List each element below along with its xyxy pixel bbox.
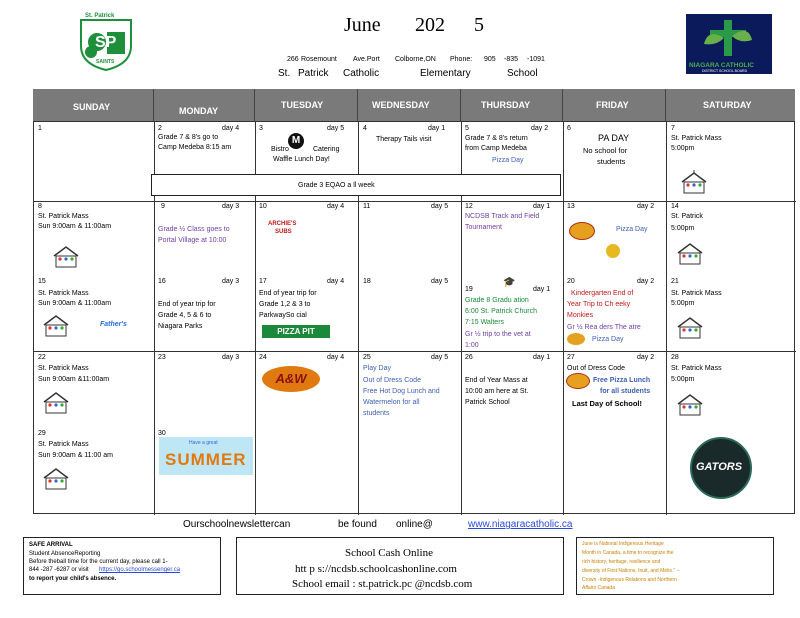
- logo-right-sub: DISTRICT SCHOOL BOARD: [702, 69, 748, 73]
- event-text: Year Trip to Ch eeky: [567, 301, 631, 308]
- event-text: St. Patrick Mass: [671, 290, 722, 297]
- date-15: 15: [38, 278, 46, 285]
- event-text: Grade 8 Gradu ation: [465, 297, 529, 304]
- newsletter-link[interactable]: www.niagaracatholic.ca: [468, 519, 573, 530]
- day-cycle: day 1: [533, 286, 551, 293]
- year-part1: 202: [415, 14, 445, 36]
- date-18: 18: [363, 278, 371, 285]
- day-header-tuesday: TUESDAY: [255, 89, 358, 121]
- event-text: Monkies: [567, 312, 594, 319]
- day-header-sunday: SUNDAY: [33, 89, 154, 121]
- school-name: St. Patrick Catholic Elementary School: [278, 68, 538, 79]
- church-family-icon: [674, 241, 706, 265]
- day-header-monday: MONDAY: [154, 89, 255, 121]
- safe-arrival-link[interactable]: https://go.schoolmessenger.ca: [99, 567, 181, 573]
- pizza-pit-logo: PIZZA PIT: [262, 325, 330, 338]
- day-cycle: day 4: [327, 354, 345, 361]
- event-text: 5:00pm: [671, 145, 695, 152]
- day-cycle: day 4: [222, 125, 240, 132]
- event-text: Pizza Day: [616, 226, 648, 233]
- event-text: Pizza Day: [592, 336, 624, 343]
- archies-subs-logo-sub: SUBS: [275, 229, 292, 235]
- grad-cap-icon: 🎓: [503, 277, 516, 288]
- event-text: Tournament: [465, 224, 502, 231]
- event-text: from Camp Medeba: [465, 145, 527, 152]
- day-cycle: day 2: [637, 203, 655, 210]
- event-text: Sun 9:00am & 11:00am: [38, 300, 112, 307]
- day-cycle: day 5: [431, 278, 449, 285]
- date-29: 29: [38, 430, 46, 437]
- day-header-friday: FRIDAY: [563, 89, 666, 121]
- day-header-saturday: SATURDAY: [666, 89, 795, 121]
- event-text: End of year trip for: [259, 290, 317, 297]
- event-text: 1:00: [465, 342, 479, 349]
- safe-arrival-box: SAFE ARRIVAL Student AbsenceReporting Before theball time for the current day, please call 1- 844 -287 -6287 or visit https://go.schoolmessenger.ca to report your child's absence.: [23, 537, 221, 595]
- event-text: Niagara Parks: [158, 323, 203, 330]
- logo-left-title: St. Patrick: [85, 13, 115, 19]
- church-family-icon: [674, 392, 706, 416]
- day-cycle: day 2: [531, 125, 549, 132]
- pizza-logo-icon: [569, 222, 595, 240]
- event-text: St. Patrick Mass: [38, 290, 89, 297]
- date-1: 1: [38, 125, 42, 132]
- event-text: End of year trip for: [158, 301, 216, 308]
- event-text: No school for: [583, 146, 628, 155]
- date-8: 8: [38, 203, 42, 210]
- indigenous-heritage-box: June is National Indigenous Heritage Month in Canada, a time to recognize the rich history, heritage, resilience and diversity of First Nations, Inuit, and Métis." – Crown -Indigenous Relations and Northern Affairs Canada: [576, 537, 774, 595]
- date-4: 4: [363, 125, 367, 132]
- event-text: Watermelon for all: [363, 399, 420, 406]
- date-20: 20: [567, 278, 575, 285]
- logo-right-title: NIAGARA CATHOLIC: [689, 62, 754, 69]
- event-text: Play Day: [363, 365, 392, 372]
- date-26: 26: [465, 354, 473, 361]
- church-family-icon: [674, 315, 706, 339]
- event-text: Grade 7 & 8's go to: [158, 134, 219, 141]
- event-text: Patrick School: [465, 399, 510, 406]
- date-11: 11: [363, 203, 371, 210]
- day-cycle: day 5: [327, 125, 345, 132]
- event-text: Sun 9:00am & 11:00 am: [38, 452, 113, 459]
- day-cycle: day 5: [431, 354, 449, 361]
- date-5: 5: [465, 125, 469, 132]
- date-23: 23: [158, 354, 166, 361]
- date-2: 2: [158, 125, 162, 132]
- date-13: 13: [567, 203, 575, 210]
- event-text: Camp Medeba 8:15 am: [158, 144, 232, 151]
- school-cash-box: School Cash Online htt p s://ncdsb.schoolcashonline.com School email : st.patrick.pc @ncdsb.com: [236, 537, 564, 595]
- event-text: Gr ½ trip to the vet at: [465, 331, 531, 338]
- pa-day-label: PA DAY: [598, 133, 630, 143]
- event-text: 5:00pm: [671, 376, 695, 383]
- pizza-logo-icon: [567, 333, 585, 345]
- event-text: Portal Village at 10:00: [158, 237, 227, 244]
- date-12: 12: [465, 203, 473, 210]
- event-text: St. Patrick Mass: [671, 365, 722, 372]
- date-24: 24: [259, 354, 267, 361]
- event-text: Grade 1,2 & 3 to: [259, 301, 311, 308]
- event-text: Gr ½ Rea ders The atre: [567, 324, 641, 331]
- catering-logo-icon: M: [288, 133, 304, 149]
- day-cycle: day 2: [637, 278, 655, 285]
- logo-left-initials: SP: [95, 34, 117, 51]
- event-text: Free Pizza Lunch: [593, 377, 651, 384]
- event-text: St. Patrick Mass: [38, 441, 89, 448]
- event-text: Sun 9:00am &11:00am: [38, 376, 110, 383]
- church-family-icon: [40, 313, 72, 337]
- day-cycle: day 4: [327, 203, 345, 210]
- event-text: Grade ½ Class goes to: [158, 226, 230, 233]
- school-board-logo: [686, 14, 772, 74]
- month-title: June: [344, 14, 381, 36]
- gators-logo: GATORS: [690, 437, 752, 499]
- event-text: Bistro: [271, 146, 289, 153]
- date-14: 14: [671, 203, 679, 210]
- event-text: St. Patrick Mass: [671, 135, 722, 142]
- event-text: Therapy Tails visit: [376, 136, 432, 143]
- event-text: Pizza Day: [492, 157, 524, 164]
- event-text: End of Year Mass at: [465, 377, 528, 384]
- date-21: 21: [671, 278, 679, 285]
- date-7: 7: [671, 125, 675, 132]
- event-text: NCDSB Track and Field: [465, 213, 540, 220]
- event-text: Waffle Lunch Day!: [273, 156, 330, 163]
- event-text: Out of Dress Code: [363, 377, 421, 384]
- event-text: St. Patrick: [671, 213, 703, 220]
- pizza-logo-icon: [566, 373, 590, 389]
- date-16: 16: [158, 278, 166, 285]
- date-9: 9: [161, 203, 165, 210]
- date-22: 22: [38, 354, 46, 361]
- date-10: 10: [259, 203, 267, 210]
- church-family-icon: [40, 466, 72, 490]
- event-text: Kindergarten End of: [571, 290, 634, 297]
- sun-icon: [606, 244, 620, 258]
- aw-logo: A&W: [262, 366, 320, 392]
- event-text: Sun 9:00am & 11:00am: [38, 223, 112, 230]
- date-30: 30: [158, 430, 166, 437]
- event-text: Out of Dress Code: [567, 365, 625, 372]
- day-cycle: day 3: [222, 203, 240, 210]
- event-text: students: [597, 157, 626, 166]
- event-text: Free Hot Dog Lunch and: [363, 388, 440, 395]
- event-text: St. Patrick Mass: [38, 213, 89, 220]
- day-cycle: day 3: [222, 278, 240, 285]
- event-text: 5:00pm: [671, 225, 695, 232]
- summer-banner: Have a great SUMMER: [159, 437, 253, 475]
- archies-subs-logo: ARCHIE'S: [268, 221, 297, 227]
- day-cycle: day 1: [533, 203, 551, 210]
- day-header-wednesday: WEDNESDAY: [358, 89, 461, 121]
- fathers-day-badge: Father's: [100, 321, 127, 328]
- date-17: 17: [259, 278, 267, 285]
- event-text: 7:15 Walters: [465, 319, 505, 326]
- day-cycle: day 1: [428, 125, 446, 132]
- date-27: 27: [567, 354, 575, 361]
- event-text: for all students: [600, 388, 651, 395]
- event-text: Grade 7 & 8's return: [465, 135, 528, 142]
- school-logo-left: [77, 12, 135, 72]
- day-cycle: day 4: [327, 278, 345, 285]
- event-text: Catering: [313, 146, 340, 153]
- logo-left-sub: SAINTS: [96, 59, 115, 65]
- cross-leaf-icon: [686, 14, 772, 64]
- event-text: Grade 4, 5 & 6 to: [158, 312, 212, 319]
- year-part2: 5: [474, 14, 484, 36]
- date-25: 25: [363, 354, 371, 361]
- event-text: students: [363, 410, 390, 417]
- event-text: 10:00 am here at St.: [465, 388, 529, 395]
- church-family-icon: [678, 170, 710, 194]
- church-family-icon: [40, 390, 72, 414]
- day-cycle: day 3: [222, 354, 240, 361]
- event-text: 5:00pm: [671, 300, 695, 307]
- day-cycle: day 5: [431, 203, 449, 210]
- event-text: St. Patrick Mass: [38, 365, 89, 372]
- event-text: ParkwaySo cial: [259, 312, 307, 319]
- date-3: 3: [259, 125, 263, 132]
- last-day-label: Last Day of School!: [572, 399, 643, 408]
- event-text: 6:00 St. Patrick Church: [465, 308, 537, 315]
- date-28: 28: [671, 354, 679, 361]
- date-19: 19: [465, 286, 473, 293]
- date-6: 6: [567, 125, 571, 132]
- day-cycle: day 1: [533, 354, 551, 361]
- eqao-banner: Grade 3 EQAO a ll week: [151, 174, 561, 196]
- day-header-thursday: THURSDAY: [461, 89, 563, 121]
- church-family-icon: [50, 244, 82, 268]
- day-cycle: day 2: [637, 354, 655, 361]
